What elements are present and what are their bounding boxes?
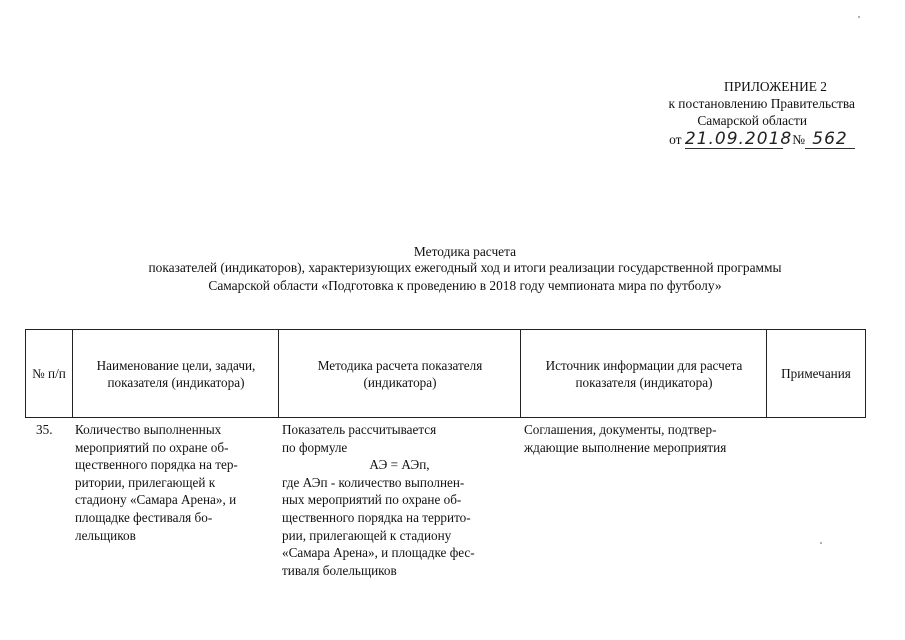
methodology-subtitle-line1: показателей (индикаторов), характеризующих ежегодный ход и итоги реализации государственной программы: [148, 260, 782, 275]
row-name-line: мероприятий по охране об-: [75, 439, 229, 455]
date-prefix: от: [669, 132, 682, 147]
row-name-line: щественного порядка на тер-: [75, 457, 238, 473]
scan-speck: [820, 542, 822, 544]
appendix-title: ПРИЛОЖЕНИЕ 2: [724, 79, 827, 94]
appendix-line1: к постановлению Правительства: [668, 96, 855, 111]
row-method-line: щественного порядка на террито-: [282, 509, 471, 525]
row-source-line: Соглашения, документы, подтвер-: [524, 422, 717, 437]
row-method-line: где АЭп - количество выполнен-: [282, 474, 465, 490]
appendix-date-line: [600, 131, 855, 149]
row-source-line: ждающие выполнение мероприятия: [524, 439, 727, 455]
header-source: Источник информации для расчета показателя (индикатора): [545, 357, 743, 390]
table-divider-3: [520, 329, 521, 417]
table-border-right: [865, 329, 866, 417]
row-source-cell: [524, 421, 764, 456]
row-method-line: тиваля болельщиков: [282, 562, 397, 578]
row-method-formula: АЭ = АЭп,: [369, 457, 430, 473]
methodology-subtitle-line2: Самарской области «Подготовка к проведению в 2018 году чемпионата мира по футболу»: [208, 278, 722, 293]
table-header-bottom-border: [25, 417, 866, 418]
appendix-line2: Самарской области: [697, 113, 807, 128]
header-name: Наименование цели, задачи, показателя (индикатора): [96, 357, 256, 390]
number-prefix: №: [792, 132, 805, 147]
header-notes: Примечания: [781, 366, 851, 381]
header-method: Методика расчета показателя (индикатора): [317, 357, 483, 390]
row-method-cell: [282, 421, 517, 579]
appendix-block: [600, 78, 855, 149]
table-divider-1: [72, 329, 73, 417]
row-method-line: рии, прилегающей к стадиону: [282, 527, 452, 543]
methodology-title: Методика расчета: [413, 244, 517, 259]
row-name-line: площадке фестиваля бо-: [75, 509, 213, 525]
scan-speck: [858, 16, 860, 18]
row-name-line: Количество выполненных: [75, 422, 222, 437]
methodology-header: [60, 242, 870, 296]
header-number: № п/п: [32, 366, 66, 381]
row-name-line: ритории, прилегающей к: [75, 474, 216, 490]
row-name-line: стадиону «Самара Арена», и: [75, 492, 237, 508]
row-name-line: лельщиков: [75, 527, 136, 543]
row-method-line: по формуле: [282, 439, 348, 455]
handwritten-number: 562: [805, 131, 855, 149]
row-method-line: «Самара Арена», и площадке фес-: [282, 545, 475, 561]
handwritten-date: 21.09.2018: [684, 129, 793, 149]
row-name-cell: [75, 421, 275, 544]
row-number: 35.: [36, 422, 53, 437]
row-method-line: Показатель рассчитывается: [282, 422, 437, 437]
table-divider-2: [278, 329, 279, 417]
row-method-line: ных мероприятий по охране об-: [282, 492, 462, 508]
